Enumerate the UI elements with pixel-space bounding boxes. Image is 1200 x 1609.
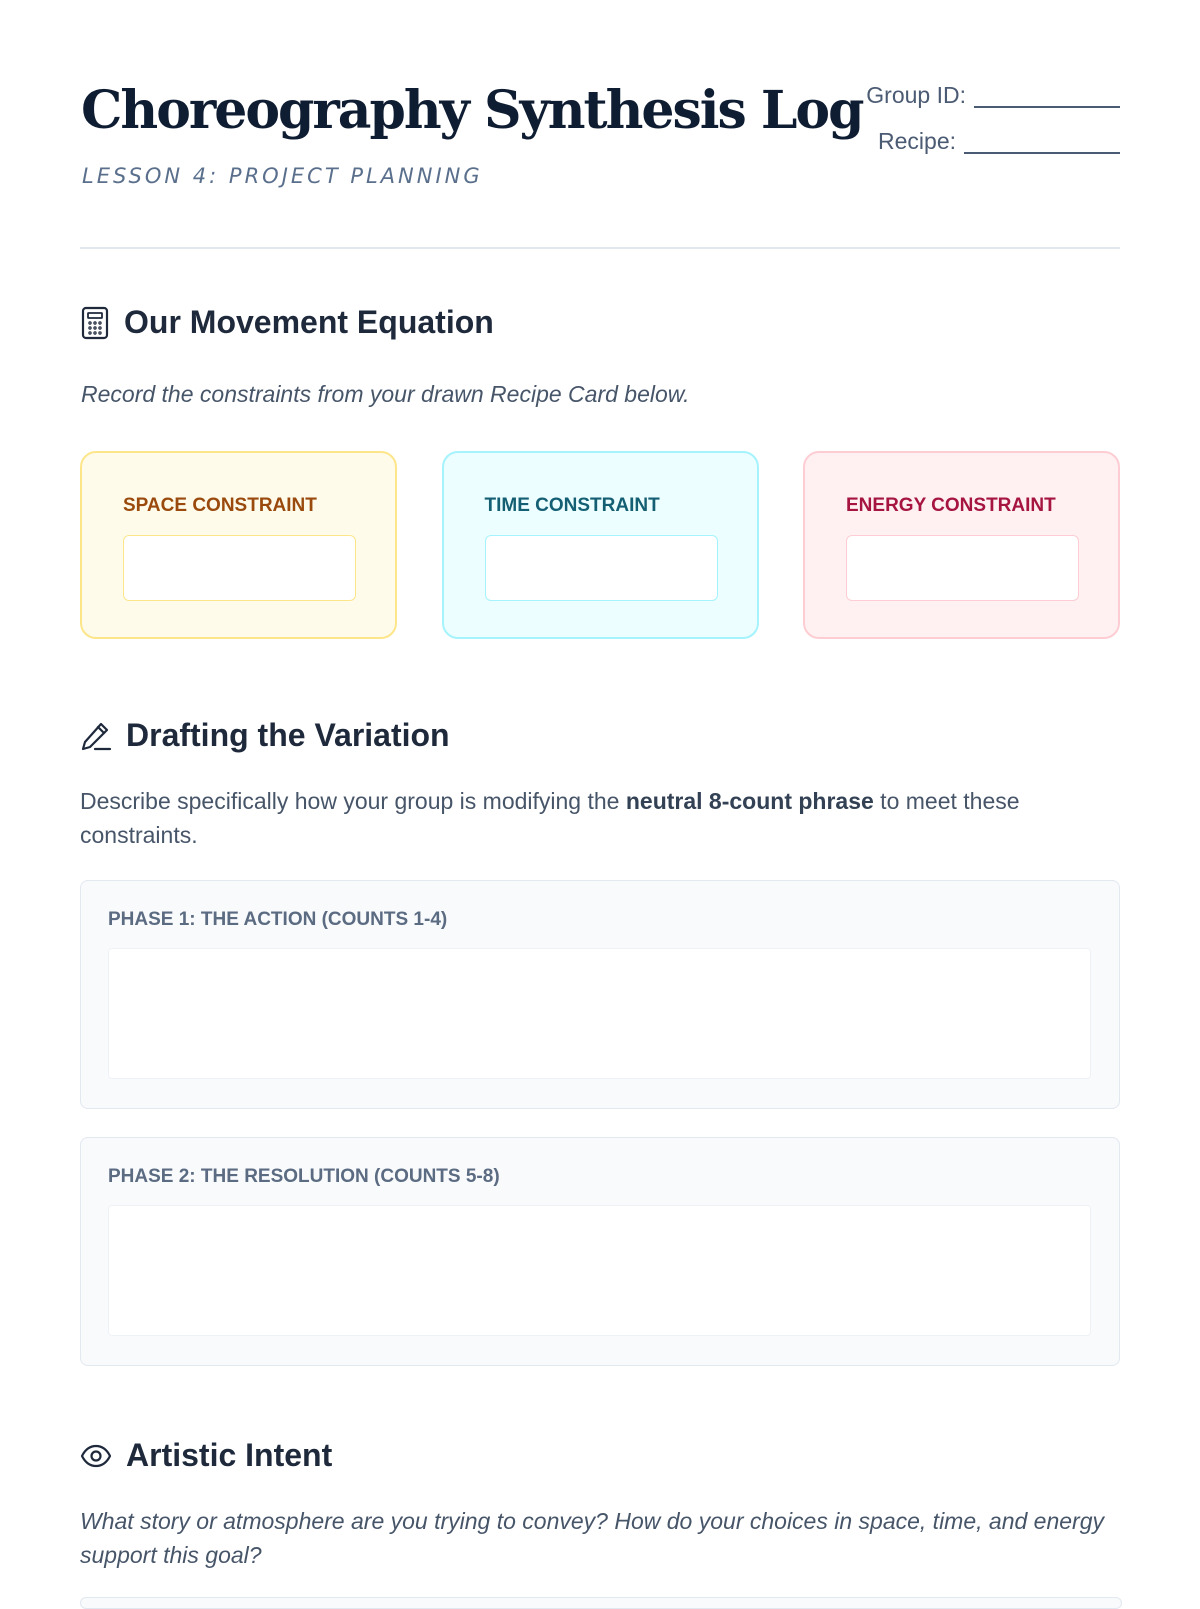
- calculator-icon: [80, 306, 110, 340]
- recipe-field[interactable]: [866, 128, 1120, 174]
- header-divider: [80, 247, 1120, 249]
- drafting-instructions-tail: to meet these constraints.: [80, 788, 1020, 848]
- recipe-blank[interactable]: [964, 128, 1120, 154]
- equation-instructions: Record the constraints from your drawn Recipe Card below.: [81, 381, 690, 407]
- group-id-label: Group ID:: [866, 82, 966, 108]
- intent-response-box[interactable]: [80, 1597, 1122, 1609]
- time-constraint-label: TIME CONSTRAINT: [484, 495, 660, 516]
- energy-constraint-label: ENERGY CONSTRAINT: [846, 495, 1056, 516]
- page-title: Choreography Synthesis Log: [81, 80, 863, 141]
- intent-instructions: What story or atmosphere are you trying to convey? How do your choices in space, time, and energy support this goal?: [80, 1508, 1105, 1568]
- space-constraint-label: SPACE CONSTRAINT: [123, 495, 317, 516]
- page-subtitle: LESSON 4: PROJECT PLANNING: [82, 164, 483, 188]
- pencil-icon: [80, 720, 112, 752]
- energy-constraint-card: [803, 451, 1120, 639]
- phase-1-panel: [80, 880, 1120, 1109]
- phase-2-textarea[interactable]: [108, 1205, 1091, 1336]
- eye-icon: [80, 1440, 112, 1472]
- drafting-section-title: Drafting the Variation: [126, 717, 450, 753]
- space-constraint-input[interactable]: [123, 535, 356, 601]
- drafting-instructions-emphasis: neutral 8-count phrase: [625, 788, 874, 814]
- intent-section-title: Artistic Intent: [126, 1437, 333, 1473]
- drafting-section-header: [80, 717, 450, 754]
- drafting-instructions: [80, 784, 1120, 852]
- phase-1-label: PHASE 1: THE ACTION (COUNTS 1-4): [108, 909, 448, 930]
- drafting-instructions-text: Describe specifically how your group is modifying the: [80, 788, 626, 814]
- constraint-cards: [80, 451, 1120, 643]
- equation-section-header: [80, 304, 494, 341]
- header-fields: [866, 82, 1120, 174]
- phase-1-textarea[interactable]: [108, 948, 1091, 1079]
- recipe-label: Recipe:: [878, 128, 956, 154]
- space-constraint-card: [80, 451, 397, 639]
- phase-2-panel: [80, 1137, 1120, 1366]
- intent-section-header: [80, 1437, 332, 1474]
- energy-constraint-input[interactable]: [846, 535, 1079, 601]
- group-id-field[interactable]: [866, 82, 1120, 128]
- phase-2-label: PHASE 2: THE RESOLUTION (COUNTS 5-8): [108, 1166, 500, 1187]
- group-id-blank[interactable]: [974, 82, 1120, 108]
- time-constraint-card: [442, 451, 759, 639]
- time-constraint-input[interactable]: [485, 535, 718, 601]
- equation-section-title: Our Movement Equation: [124, 304, 494, 340]
